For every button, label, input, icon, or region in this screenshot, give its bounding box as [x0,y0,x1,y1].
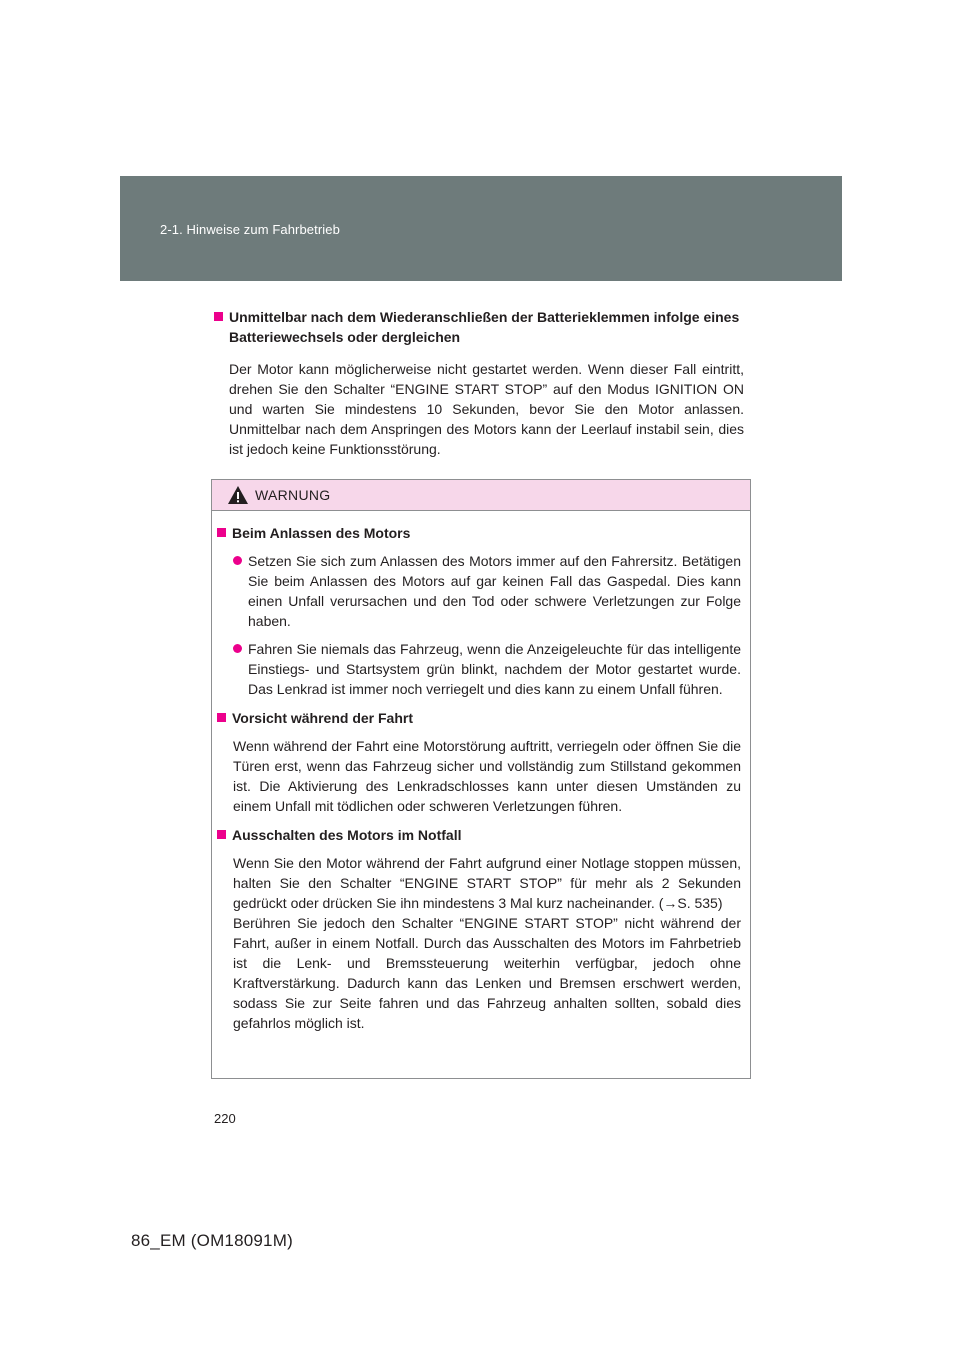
warning-box [211,479,751,1079]
round-bullet-icon [233,556,242,565]
page-number: 220 [214,1111,236,1126]
warning-body [212,511,750,1033]
warning-header [212,480,750,511]
warning-heading-text: Ausschalten des Motors im Notfall [232,827,462,843]
warning-bullet-text: Setzen Sie sich zum Anlassen des Motors immer auf den Fahrersitz. Betätigen Sie beim Anlassen des Motors auf gar keinen Fall das Gaspedal. Dies kann einen Unfall verursachen und den Tod oder schwere Verletzungen zur Folge haben. [248,553,741,629]
warning-heading-driving [217,708,741,728]
square-bullet-icon [217,830,226,839]
intro-heading [214,307,744,347]
warning-paragraph: Berühren Sie jedoch den Schalter “ENGINE START STOP” nicht während der Fahrt, außer in einem Notfall. Durch das Ausschalten des Motors im Fahrbetrieb ist die Lenk- und Bremssteuerung weiterhin verfügbar, jedoch ohne Kraftverstärkung. Dadurch kann das Lenken und Bremsen erschwert werden, sodass Sie zur Seite fahren und das Fahrzeug anhalten sollten, sobald dies gefahrlos möglich ist. [233,915,741,1031]
intro-body: Der Motor kann möglicherweise nicht gestartet werden. Wenn dieser Fall eintritt, drehen Sie den Schalter “ENGINE START STOP” auf den Modus IGNITION ON und warten Sie mindestens 10 Sekunden, bevor Sie den Motor anlassen. Unmittelbar nach dem Anspringen des Motors kann der Leerlauf instabil sein, dies ist jedoch keine Funktionsstörung. [229,361,744,457]
square-bullet-icon [214,312,223,321]
warning-paragraph: Wenn während der Fahrt eine Motorstörung auftritt, verriegeln oder öffnen Sie die Türen erst, wenn das Fahrzeug sicher und vollständig zum Stillstand gekommen ist. Die Aktivierung des Lenkradschlosses kann unter diesen Umständen zu einem Unfall mit tödlichen oder schweren Verletzungen führen. [233,738,741,814]
document-code: 86_EM (OM18091M) [131,1231,293,1250]
warning-paragraph: Wenn Sie den Motor während der Fahrt aufgrund einer Notlage stoppen müssen, halten Sie den Schalter “ENGINE START STOP” für mehr als 2 Sekunden gedrückt oder drücken Sie ihn mindestens 3 Mal kurz nacheinander. (→S. 535) [233,855,741,911]
intro-section [214,307,744,459]
round-bullet-icon [233,644,242,653]
warning-triangle-icon [227,485,249,505]
warning-heading-emergency [217,825,741,845]
warning-bullet-item [233,551,741,631]
warning-bullet-item [233,639,741,699]
intro-heading-text: Unmittelbar nach dem Wiederanschließen der Batterieklemmen infolge eines Batteriewechsels oder dergleichen [229,309,740,345]
warning-bullet-text: Fahren Sie niemals das Fahrzeug, wenn die Anzeigeleuchte für das intelligente Einstiegs- und Startsystem grün blinkt, nachdem der Motor gestartet wurde. Das Lenkrad ist immer noch verriegelt und dies kann zu einem Unfall führen. [248,641,741,697]
square-bullet-icon [217,528,226,537]
warning-heading-text: Beim Anlassen des Motors [232,525,411,541]
section-title: 2-1. Hinweise zum Fahrbetrieb [160,222,340,237]
warning-heading-text: Vorsicht während der Fahrt [232,710,413,726]
square-bullet-icon [217,713,226,722]
warning-heading-starting [217,523,741,543]
warning-title: WARNUNG [255,487,331,503]
